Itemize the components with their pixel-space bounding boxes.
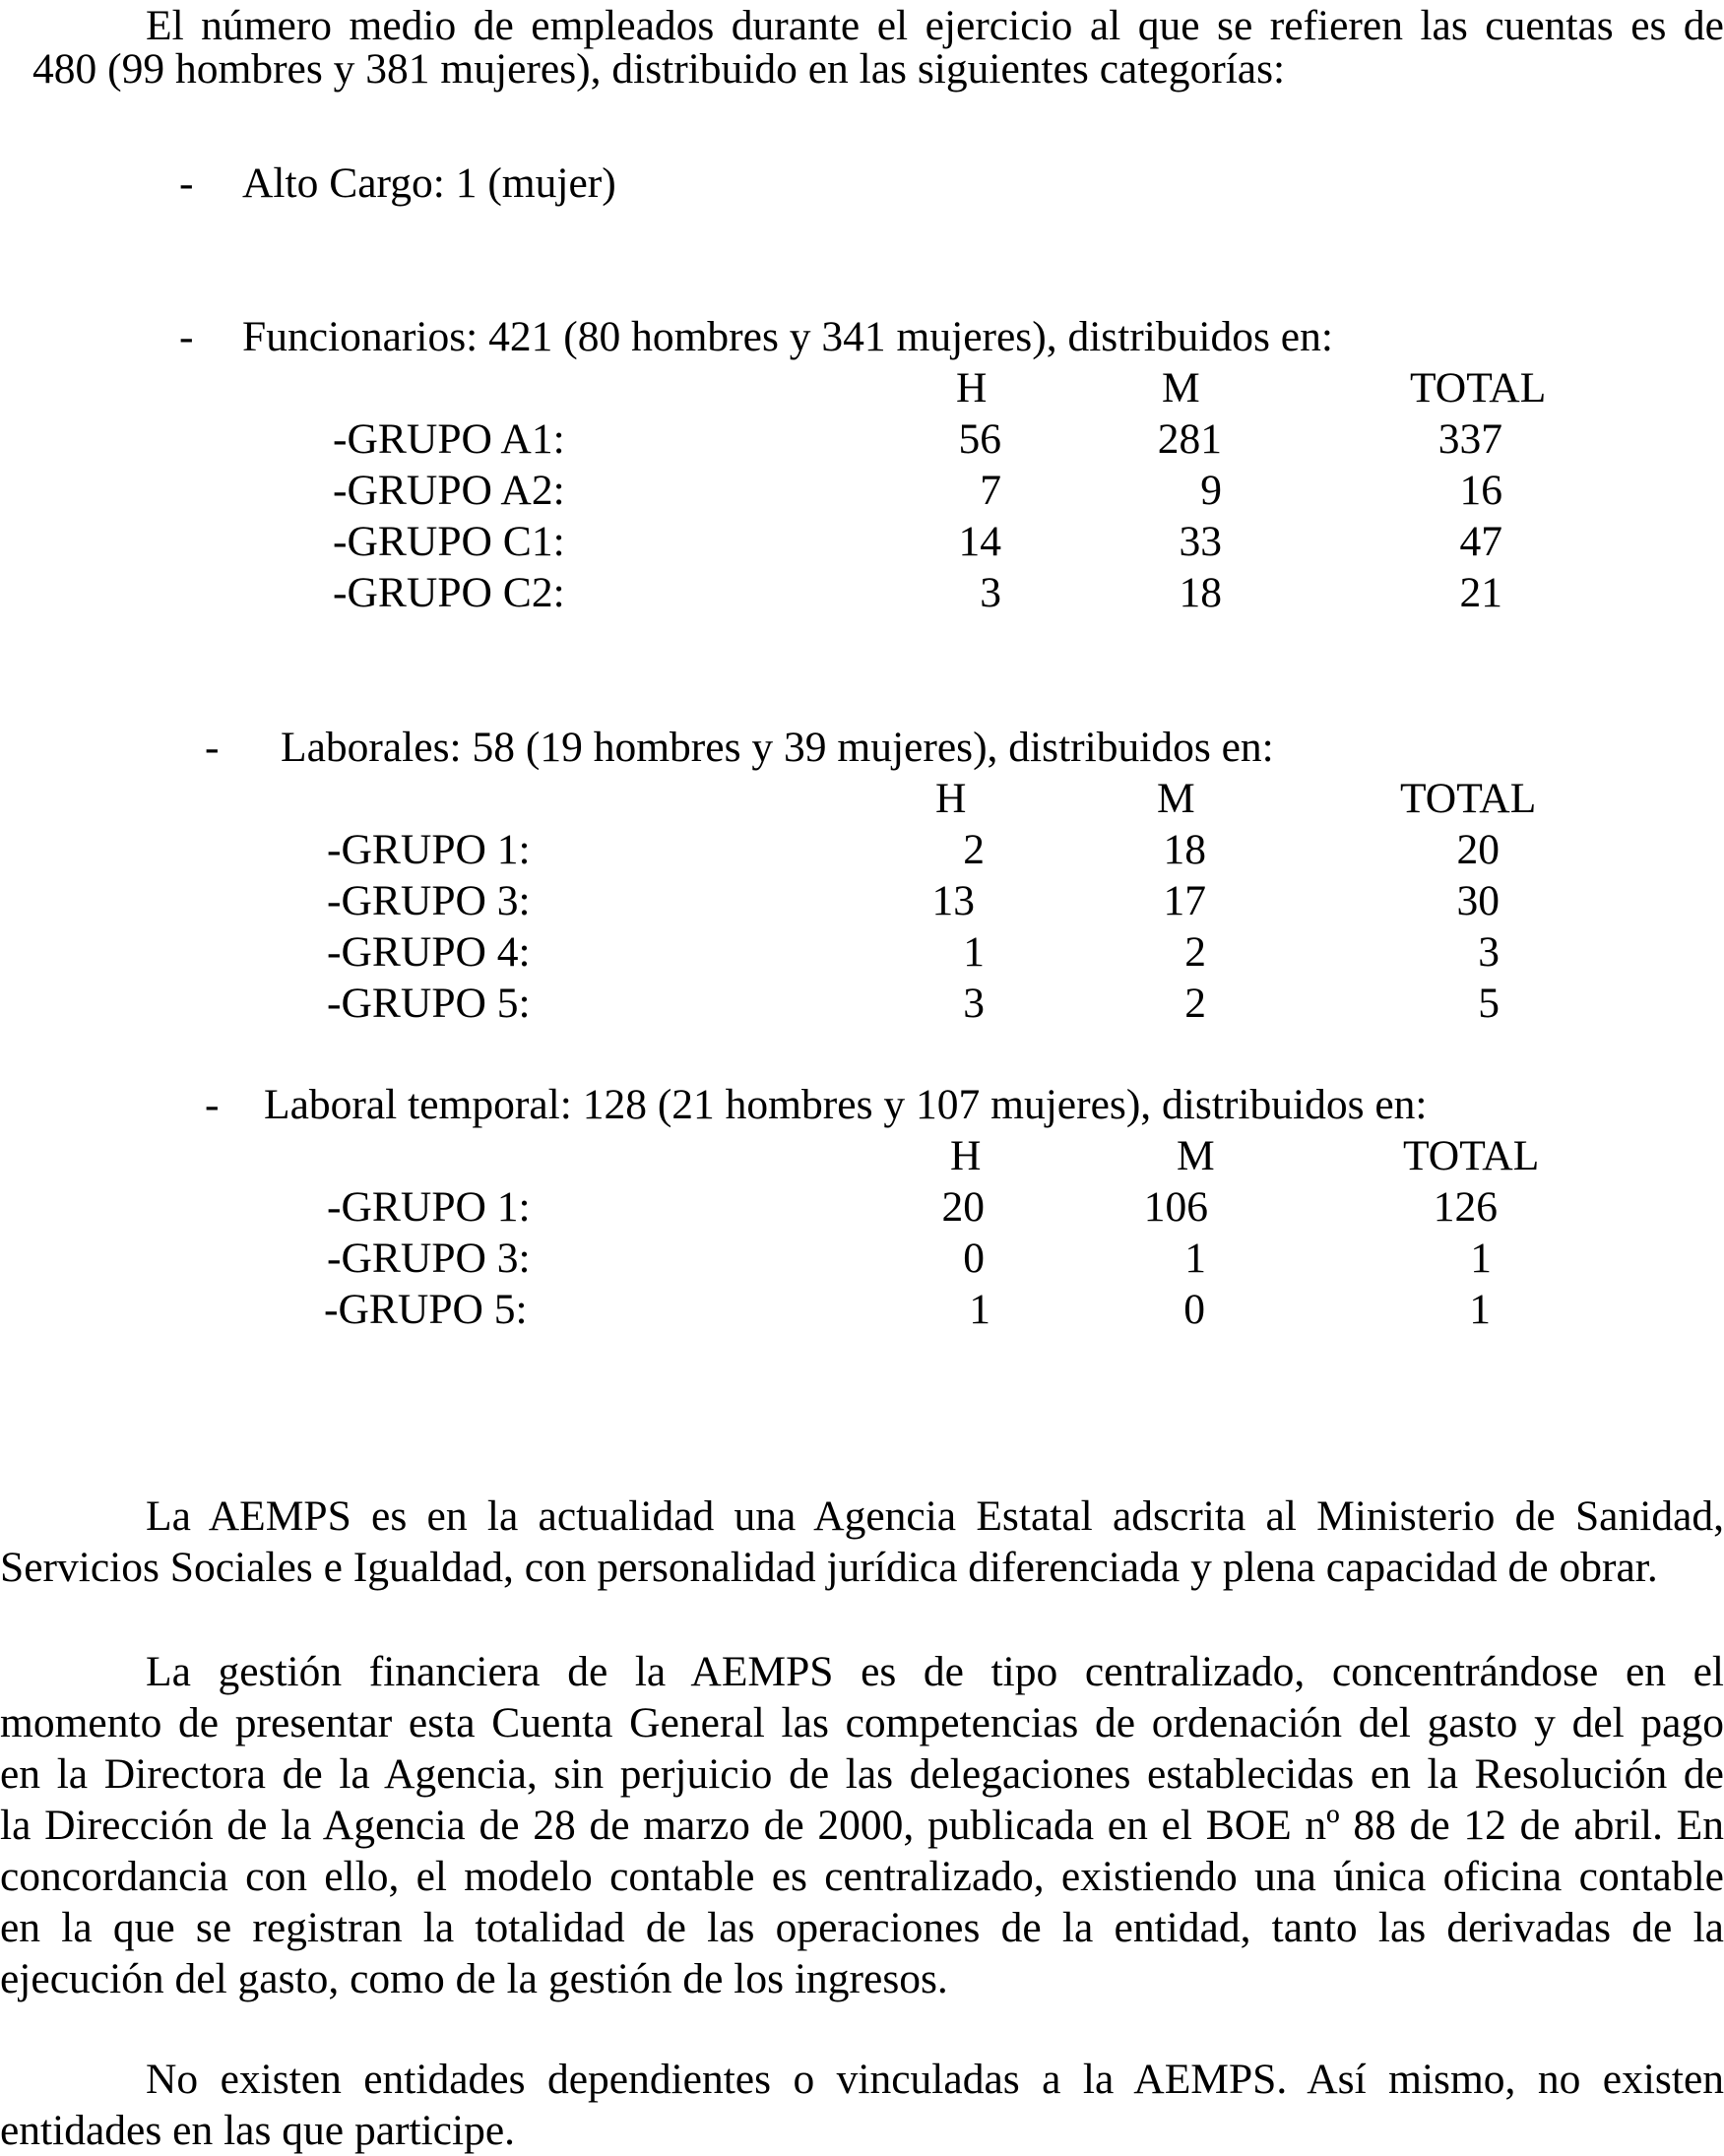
column-header-m: M bbox=[1177, 1132, 1215, 1179]
value-m: 18 bbox=[1179, 569, 1222, 616]
value-h: 14 bbox=[958, 518, 1001, 565]
group-label: -GRUPO 1: bbox=[327, 826, 531, 873]
group-label: -GRUPO 1: bbox=[327, 1183, 531, 1231]
group-label: -GRUPO 5: bbox=[327, 980, 531, 1027]
value-h: 56 bbox=[958, 415, 1001, 463]
value-h: 3 bbox=[963, 980, 985, 1027]
value-total: 16 bbox=[1459, 467, 1502, 514]
value-m: 18 bbox=[1163, 826, 1206, 873]
value-m: 2 bbox=[1184, 980, 1206, 1027]
intro-line-2: 480 (99 hombres y 381 mujeres), distribuido en las siguientes categorías: bbox=[32, 45, 1286, 93]
paragraph-line: concordancia con ello, el modelo contable es centralizado, existiendo una única oficina contable bbox=[0, 1853, 1724, 1900]
value-m: 281 bbox=[1157, 415, 1222, 463]
value-total: 20 bbox=[1456, 826, 1500, 873]
group-label: -GRUPO A2: bbox=[333, 467, 565, 514]
paragraph-line: ejecución del gasto, como de la gestión de los ingresos. bbox=[0, 1955, 948, 2002]
laborales-heading: Laborales: 58 (19 hombres y 39 mujeres), distribuidos en: bbox=[281, 724, 1274, 771]
value-m: 2 bbox=[1184, 928, 1206, 976]
value-total: 1 bbox=[1470, 1235, 1492, 1282]
column-header-m: M bbox=[1162, 364, 1200, 412]
bullet-dash: - bbox=[179, 159, 194, 207]
column-header-total: TOTAL bbox=[1410, 364, 1547, 412]
value-m: 1 bbox=[1184, 1235, 1206, 1282]
group-label: -GRUPO 3: bbox=[327, 877, 531, 924]
funcionarios-heading: Funcionarios: 421 (80 hombres y 341 mujeres), distribuidos en: bbox=[242, 313, 1333, 360]
laboral-temporal-heading: Laboral temporal: 128 (21 hombres y 107 mujeres), distribuidos en: bbox=[264, 1081, 1428, 1128]
value-h: 0 bbox=[963, 1235, 985, 1282]
paragraph-line: La AEMPS es en la actualidad una Agencia Estatal adscrita al Ministerio de Sanidad, bbox=[146, 1492, 1724, 1540]
group-label: -GRUPO C1: bbox=[333, 518, 565, 565]
value-m: 17 bbox=[1163, 877, 1206, 924]
value-total: 47 bbox=[1459, 518, 1502, 565]
column-header-h: H bbox=[950, 1132, 982, 1179]
value-h: 1 bbox=[969, 1286, 990, 1333]
value-m: 33 bbox=[1179, 518, 1222, 565]
group-label: -GRUPO 4: bbox=[327, 928, 531, 976]
value-m: 9 bbox=[1200, 467, 1222, 514]
value-total: 337 bbox=[1437, 415, 1502, 463]
value-total: 21 bbox=[1459, 569, 1502, 616]
paragraph-line: Servicios Sociales e Igualdad, con personalidad jurídica diferenciada y plena capacidad de obrar. bbox=[0, 1544, 1658, 1591]
value-m: 0 bbox=[1183, 1286, 1205, 1333]
value-total: 3 bbox=[1478, 928, 1500, 976]
column-header-h: H bbox=[956, 364, 988, 412]
paragraph-line: en la que se registran la totalidad de las operaciones de la entidad, tanto las derivadas de la bbox=[0, 1904, 1724, 1951]
paragraph-line: la Dirección de la Agencia de 28 de marzo de 2000, publicada en el BOE nº 88 de 12 de abril. En bbox=[0, 1802, 1724, 1849]
paragraph-line: entidades en las que participe. bbox=[0, 2107, 515, 2154]
group-label: -GRUPO A1: bbox=[333, 415, 565, 463]
value-total: 5 bbox=[1478, 980, 1500, 1027]
bullet-dash: - bbox=[179, 313, 194, 360]
paragraph-line: momento de presentar esta Cuenta General las competencias de ordenación del gasto y del pago bbox=[0, 1699, 1724, 1746]
paragraph-line: La gestión financiera de la AEMPS es de tipo centralizado, concentrándose en el bbox=[146, 1648, 1724, 1695]
bullet-dash: - bbox=[205, 1081, 220, 1128]
value-total: 30 bbox=[1456, 877, 1500, 924]
value-h: 20 bbox=[941, 1183, 985, 1231]
value-h: 13 bbox=[931, 877, 975, 924]
value-h: 1 bbox=[963, 928, 985, 976]
value-m: 106 bbox=[1143, 1183, 1208, 1231]
column-header-total: TOTAL bbox=[1403, 1132, 1540, 1179]
alto-cargo-text: Alto Cargo: 1 (mujer) bbox=[242, 159, 616, 207]
paragraph-line: No existen entidades dependientes o vinculadas a la AEMPS. Así mismo, no existen bbox=[146, 2056, 1724, 2103]
paragraph-line: en la Directora de la Agencia, sin perjuicio de las delegaciones establecidas en la Resolución de bbox=[0, 1750, 1724, 1798]
group-label: -GRUPO C2: bbox=[333, 569, 565, 616]
bullet-dash: - bbox=[205, 724, 220, 771]
value-h: 3 bbox=[980, 569, 1001, 616]
value-total: 1 bbox=[1469, 1286, 1491, 1333]
column-header-m: M bbox=[1157, 775, 1195, 822]
value-h: 2 bbox=[963, 826, 985, 873]
group-label: -GRUPO 5: bbox=[324, 1286, 528, 1333]
value-total: 126 bbox=[1433, 1183, 1498, 1231]
intro-line-1: El número medio de empleados durante el ejercicio al que se refieren las cuentas es de bbox=[146, 2, 1724, 49]
column-header-h: H bbox=[935, 775, 967, 822]
value-h: 7 bbox=[980, 467, 1001, 514]
group-label: -GRUPO 3: bbox=[327, 1235, 531, 1282]
column-header-total: TOTAL bbox=[1400, 775, 1537, 822]
